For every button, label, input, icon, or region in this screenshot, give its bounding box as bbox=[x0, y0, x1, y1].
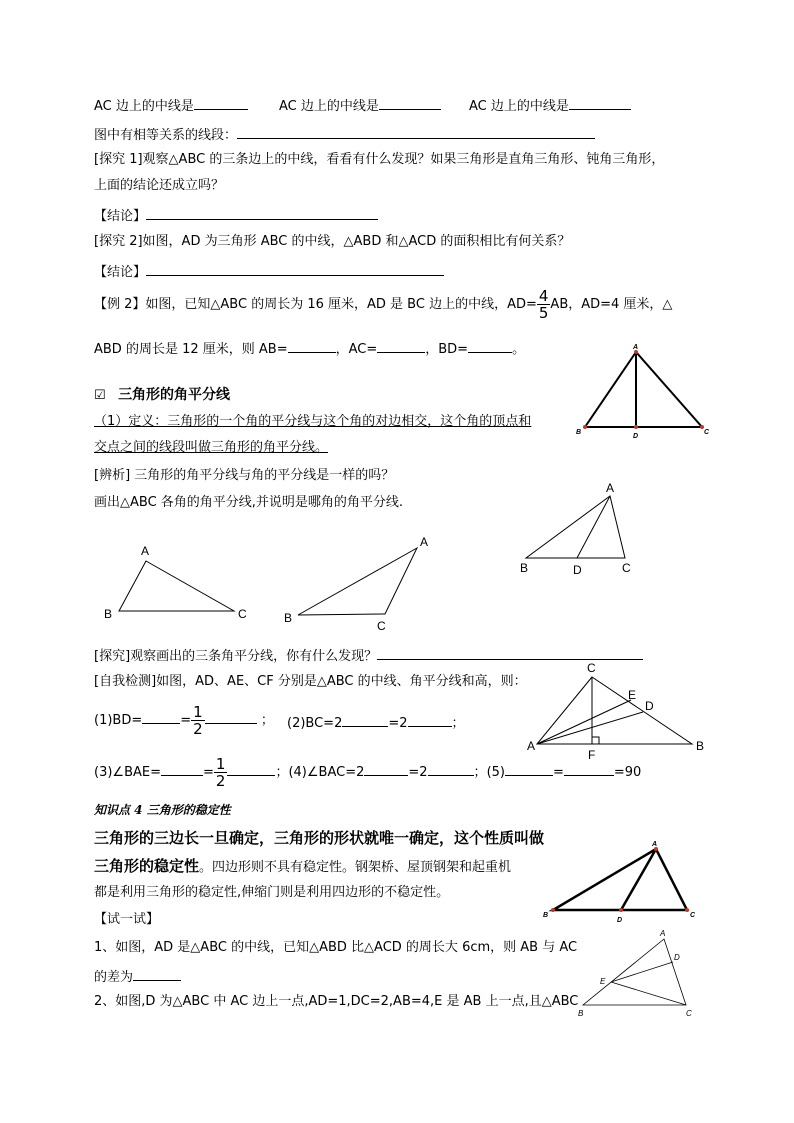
fraction-numerator: 4 bbox=[538, 287, 549, 305]
figure-triangle-4 bbox=[298, 548, 417, 615]
label-b: B bbox=[104, 607, 113, 621]
q5-result: =90 bbox=[613, 765, 642, 780]
example-2-text-cont: AB，AD=4 厘米，△ bbox=[550, 297, 673, 312]
triangle-abc-1 bbox=[585, 352, 702, 427]
q2-eq: =2 bbox=[388, 716, 408, 731]
triangle-abc-5 bbox=[537, 677, 692, 744]
label-c: C bbox=[377, 619, 386, 633]
label-a: A bbox=[527, 739, 536, 753]
explore-1-text-cont: 上面的结论还成立吗？ bbox=[94, 178, 225, 193]
stability-line-1: 三角形的三边长一旦确定，三角形的形状就唯一确定，这个性质叫做 bbox=[94, 829, 545, 847]
triangle-abc-4 bbox=[298, 548, 417, 615]
explore-2-text: [探究 2]如图，AD 为三角形 ABC 的中线，△ABD 和△ACD 的面积相比有何关系？ bbox=[94, 234, 571, 249]
conclusion-1-label: 【结论】 bbox=[94, 209, 147, 224]
fraction-denominator: 5 bbox=[538, 304, 549, 322]
bd-label: ，BD= bbox=[425, 342, 469, 357]
figure-self-check bbox=[537, 677, 692, 744]
label-c: C bbox=[686, 1009, 692, 1018]
half-num-2: 1 bbox=[215, 755, 226, 773]
label-b: B bbox=[520, 561, 529, 575]
point-b bbox=[551, 908, 555, 912]
label-b: B bbox=[578, 1009, 584, 1018]
knowledge-point-4: 知识点 4 三角形的稳定性 bbox=[94, 803, 231, 817]
label-a: A bbox=[606, 481, 615, 495]
label-d: D bbox=[573, 563, 582, 577]
q4-semi: ； bbox=[473, 765, 487, 780]
q1-eq: = bbox=[180, 713, 192, 728]
discrimination-text: [辨析] 三角形的角平分线与角的平分线是一样的吗？ bbox=[94, 468, 395, 483]
label-d: D bbox=[633, 433, 639, 440]
figure-stability-triangle bbox=[553, 849, 687, 910]
label-a: A bbox=[660, 929, 666, 938]
label-b: B bbox=[284, 611, 293, 625]
label-e: E bbox=[600, 977, 606, 986]
exercise-2-text: 2、如图,D 为△ABC 中 AC 边上一点,AD=1,DC=2,AB=4,E 是 AB 上一点,且△ABC bbox=[94, 994, 579, 1009]
q2-label: (2)BC=2 bbox=[287, 716, 343, 731]
median-label-3: AC 边上的中线是 bbox=[469, 99, 569, 114]
draw-instruction: 画出△ABC 各角的角平分线,并说明是哪角的角平分线. bbox=[94, 495, 404, 510]
q5-eq: = bbox=[552, 765, 564, 780]
label-d: D bbox=[645, 699, 654, 713]
figure-6-points bbox=[551, 847, 689, 912]
try-heading: 【试一试】 bbox=[94, 912, 160, 927]
triangle-abc-7 bbox=[583, 939, 686, 1005]
label-d: D bbox=[617, 917, 623, 924]
median-label-1: AC 边上的中线是 bbox=[94, 99, 194, 114]
label-c: C bbox=[238, 607, 247, 621]
q4-label: (4)∠BAC=2 bbox=[288, 765, 365, 780]
equal-segments-label: 图中有相等关系的线段： bbox=[94, 128, 238, 143]
point-c bbox=[685, 908, 689, 912]
q4-eq: =2 bbox=[408, 765, 428, 780]
figure-triangle-3 bbox=[119, 561, 234, 611]
exercise-1-text: 1、如图，AD 是△ABC 的中线，已知△ABD 比△ACD 的周长大 6cm，则 AB 与 AC bbox=[94, 940, 578, 955]
label-d: D bbox=[674, 953, 680, 962]
bisector-ae-5 bbox=[537, 700, 631, 744]
stability-line-3: 都是利用三角形的稳定性,伸缩门则是利用四边形的不稳定性。 bbox=[94, 885, 450, 900]
explore-1-text: [探究 1]观察△ABC 的三条边上的中线，看看有什么发现？如果三角形是直角三角形、钝角三角形， bbox=[94, 152, 665, 167]
q3-eq: = bbox=[203, 765, 214, 780]
median-ad-5 bbox=[537, 712, 643, 744]
checkbox-icon: ☑ bbox=[94, 388, 106, 403]
q3-semi: ； bbox=[275, 765, 289, 780]
segment-ec bbox=[611, 982, 686, 1005]
period: 。 bbox=[512, 342, 526, 357]
q1-semi: ； bbox=[260, 713, 274, 728]
median-label-2: AC 边上的中线是 bbox=[279, 99, 379, 114]
point-b bbox=[583, 425, 587, 429]
triangle-abc-3 bbox=[119, 561, 234, 611]
triangle-abc-2 bbox=[526, 496, 625, 558]
half-num-1: 1 bbox=[193, 703, 203, 721]
label-c: C bbox=[690, 912, 696, 919]
label-c: C bbox=[704, 429, 710, 436]
label-a: A bbox=[652, 841, 658, 848]
label-c: C bbox=[587, 661, 596, 675]
q2-semi: ； bbox=[451, 716, 465, 731]
stability-term: 三角形的稳定性 bbox=[94, 857, 200, 875]
point-d bbox=[634, 425, 638, 429]
ac-label: ，AC= bbox=[335, 342, 378, 357]
label-f: F bbox=[588, 748, 596, 762]
triangle-abc-6 bbox=[553, 849, 687, 910]
half-den-1: 2 bbox=[193, 720, 203, 738]
label-b: B bbox=[696, 739, 705, 753]
right-angle-mark bbox=[592, 737, 599, 744]
definition-line-1: （1）定义：三角形的一个角的平分线与这个角的对边相交，这个角的顶点和 bbox=[94, 414, 532, 429]
stability-desc: 。四边形则不具有稳定性。钢架桥、屋顶钢架和起重机 bbox=[199, 860, 512, 875]
figure-exercise-2 bbox=[583, 939, 686, 1005]
label-a: A bbox=[141, 544, 150, 558]
label-b: B bbox=[576, 429, 582, 436]
explore-label: [探究]观察画出的三条角平分线，你有什么发现？ bbox=[94, 649, 378, 664]
label-c: C bbox=[622, 561, 631, 575]
example-2-text: 【例 2】如图，已知△ABC 的周长为 16 厘米，AD 是 BC 边上的中线，AD= bbox=[94, 297, 537, 312]
bisector-ad bbox=[577, 496, 610, 558]
point-d bbox=[619, 908, 623, 912]
difference-label: 的差为 bbox=[94, 970, 134, 985]
self-check-text: [自我检测]如图，AD、AE、CF 分别是△ABC 的中线、角平分线和高，则： bbox=[94, 674, 527, 689]
label-e: E bbox=[628, 688, 637, 702]
q1-label: (1)BD= bbox=[94, 713, 143, 728]
label-a: A bbox=[633, 344, 639, 351]
label-b: B bbox=[543, 912, 549, 919]
definition-line-2: 交点之间的线段叫做三角形的角平分线。 bbox=[94, 440, 329, 455]
conclusion-2-label: 【结论】 bbox=[94, 265, 147, 280]
section-title: 三角形的角平分线 bbox=[118, 387, 231, 403]
label-a: A bbox=[420, 535, 429, 549]
figure-bisector-triangle bbox=[526, 496, 625, 558]
figure-median-triangle bbox=[585, 352, 702, 427]
q5-label: (5) bbox=[486, 765, 505, 780]
segment-ed bbox=[611, 962, 673, 982]
q3-label: (3)∠BAE= bbox=[94, 765, 161, 780]
ab-label: ABD 的周长是 12 厘米，则 AB= bbox=[94, 342, 288, 357]
half-den-2: 2 bbox=[215, 772, 226, 790]
